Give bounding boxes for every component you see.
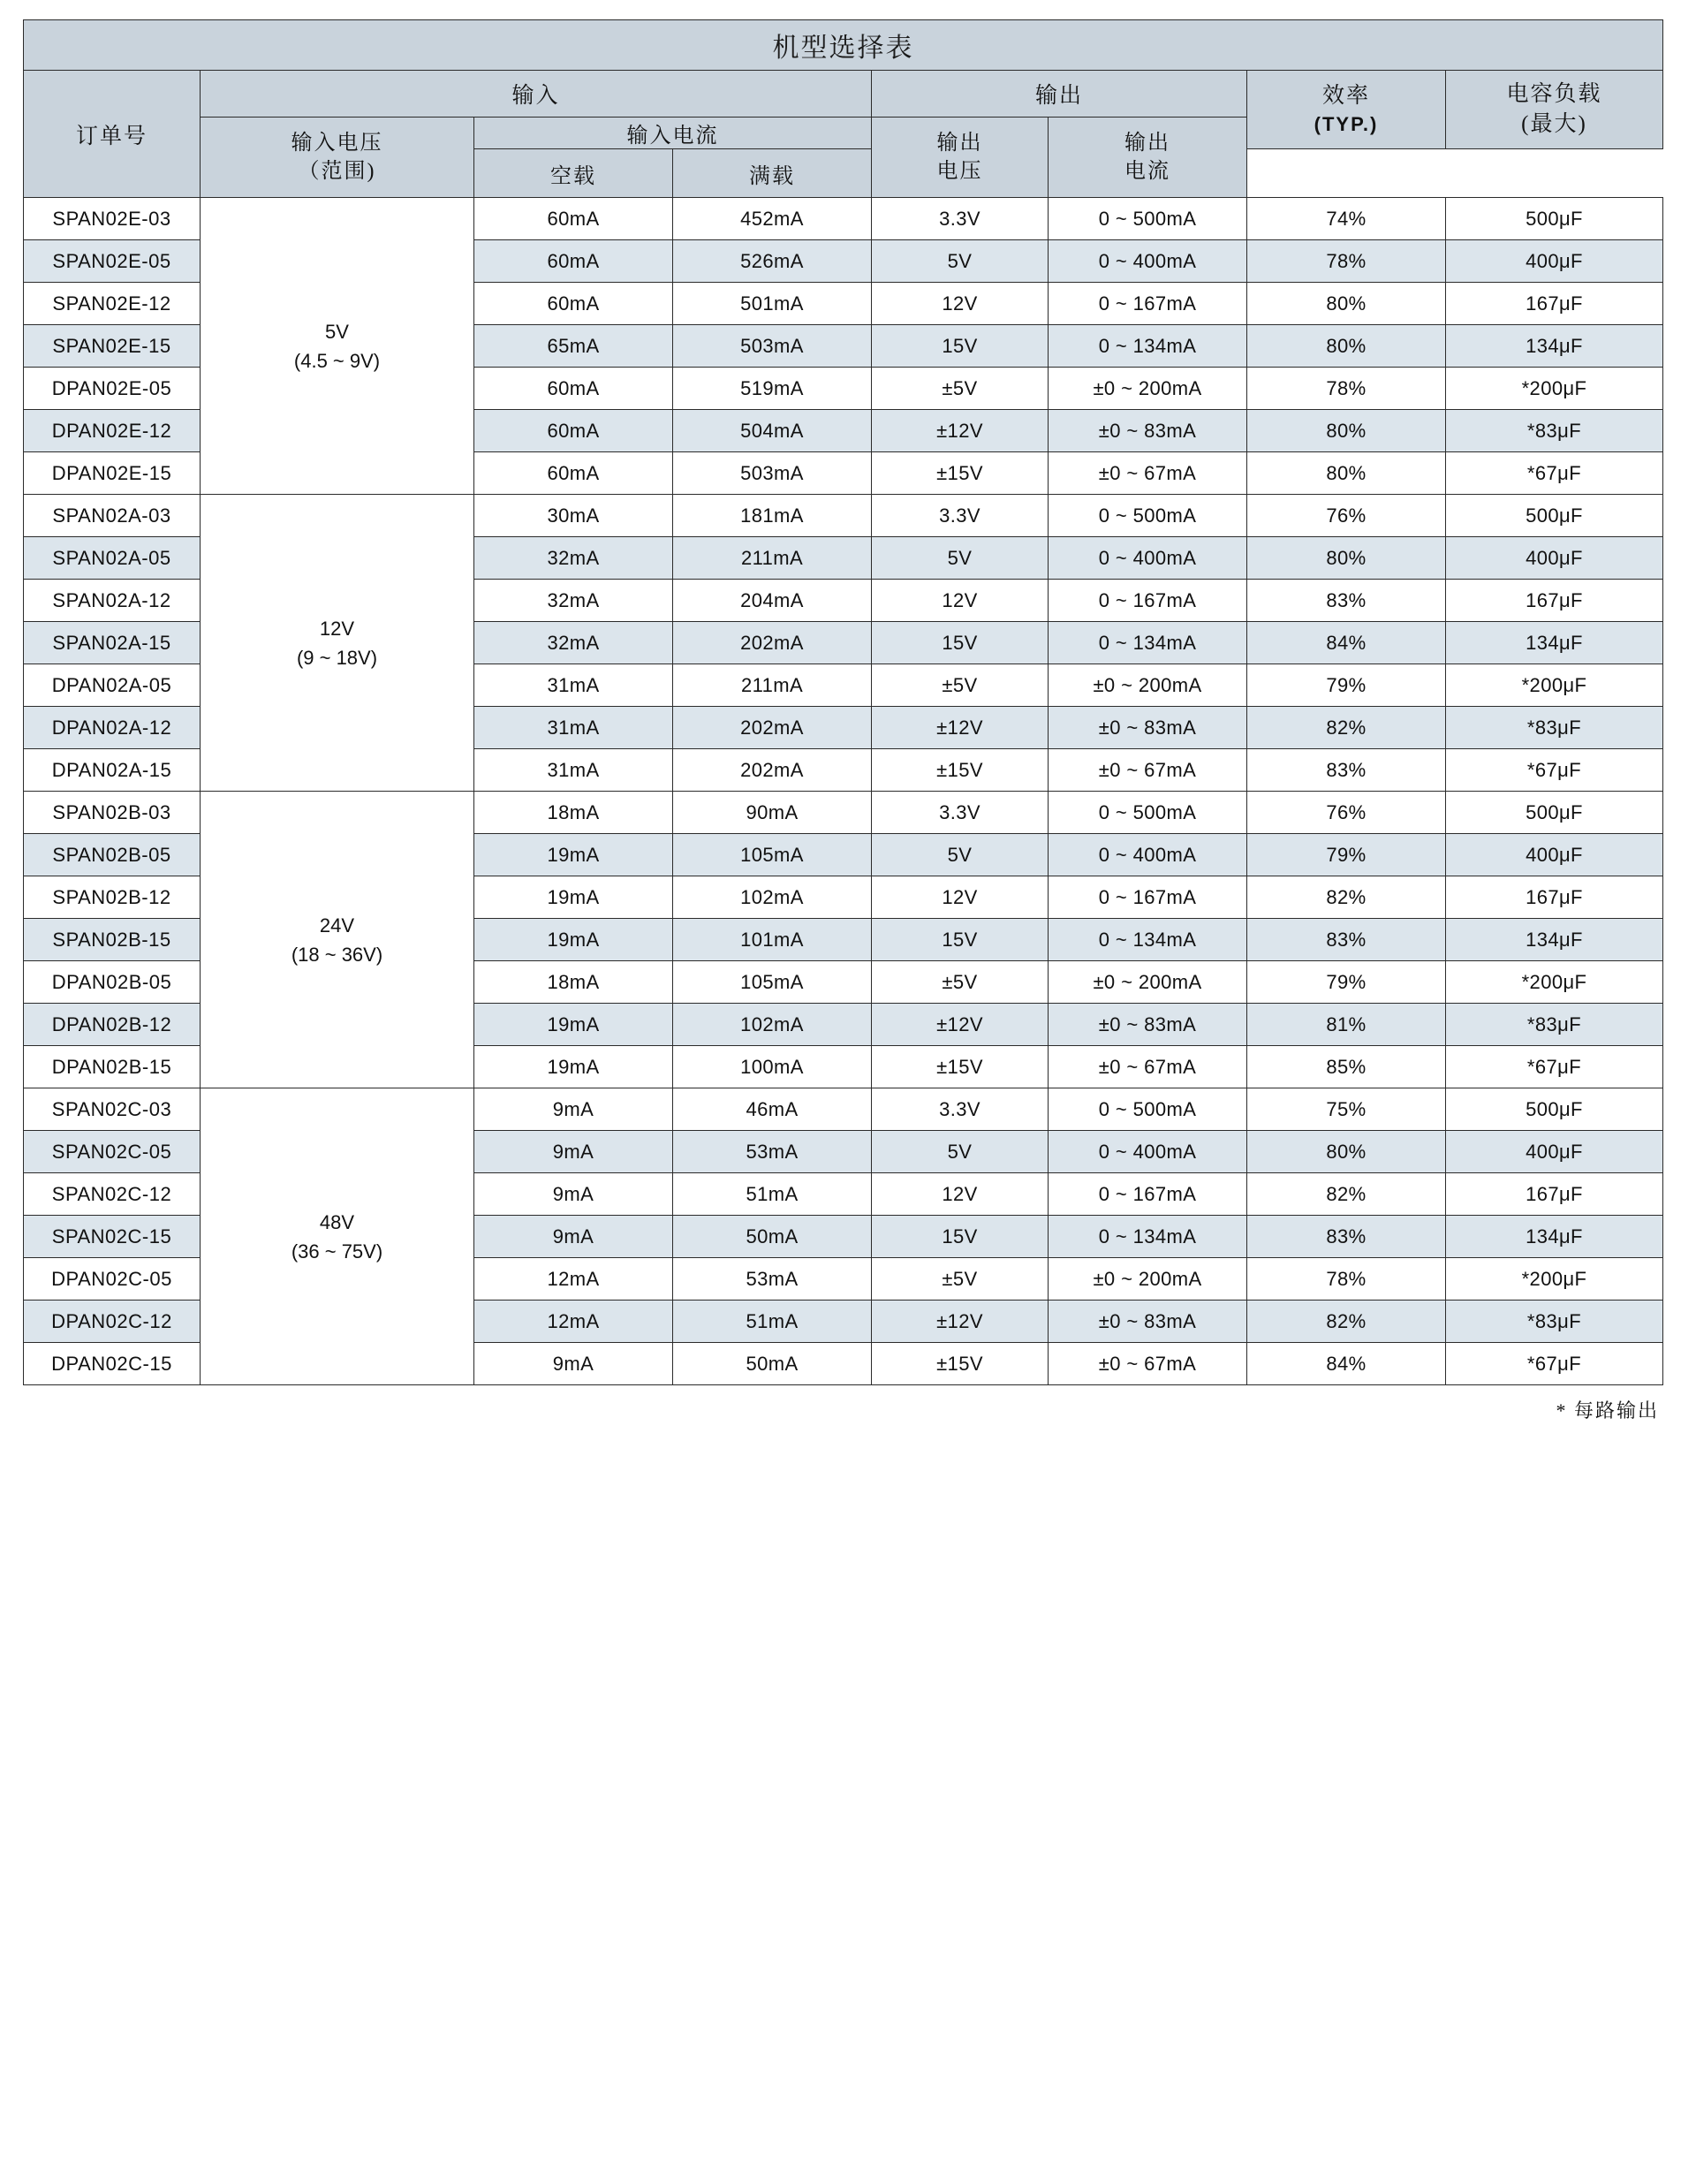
cell-cap-load: *67μF <box>1446 1046 1663 1088</box>
cell-full-load-current: 100mA <box>673 1046 872 1088</box>
cell-no-load-current: 60mA <box>474 240 673 283</box>
cell-input-voltage-nominal: 5V <box>325 320 349 343</box>
cell-output-current: ±0 ~ 200mA <box>1049 368 1247 410</box>
header-efficiency-line2: (TYP.) <box>1314 113 1379 136</box>
cell-order-no: SPAN02A-03 <box>24 495 201 537</box>
header-output-current-line2: 电流 <box>1124 160 1170 183</box>
cell-output-current: ±0 ~ 67mA <box>1049 1343 1247 1385</box>
cell-cap-load: 500μF <box>1446 198 1663 240</box>
cell-input-voltage <box>201 495 474 792</box>
cell-output-current: ±0 ~ 83mA <box>1049 1004 1247 1046</box>
cell-no-load-current: 32mA <box>474 580 673 622</box>
cell-full-load-current: 202mA <box>673 749 872 792</box>
cell-no-load-current: 19mA <box>474 1004 673 1046</box>
page-title: 机型选择表 <box>24 20 1663 71</box>
cell-no-load-current: 9mA <box>474 1216 673 1258</box>
cell-no-load-current: 32mA <box>474 537 673 580</box>
cell-order-no: DPAN02C-15 <box>24 1343 201 1385</box>
header-output-voltage-line1: 输出 <box>936 131 983 155</box>
cell-order-no: SPAN02B-12 <box>24 876 201 919</box>
cell-output-current: 0 ~ 400mA <box>1049 1131 1247 1173</box>
cell-full-load-current: 202mA <box>673 707 872 749</box>
cell-output-current: 0 ~ 134mA <box>1049 1216 1247 1258</box>
cell-efficiency: 80% <box>1247 325 1446 368</box>
cell-cap-load: 134μF <box>1446 1216 1663 1258</box>
cell-cap-load: 134μF <box>1446 919 1663 961</box>
header-output: 输出 <box>872 71 1247 118</box>
cell-input-voltage <box>201 198 474 495</box>
cell-order-no: DPAN02B-05 <box>24 961 201 1004</box>
cell-input-voltage-range: (18 ~ 36V) <box>291 943 383 966</box>
cell-output-current: ±0 ~ 200mA <box>1049 1258 1247 1301</box>
cell-no-load-current: 19mA <box>474 834 673 876</box>
cell-output-current: ±0 ~ 83mA <box>1049 707 1247 749</box>
cell-output-voltage: 5V <box>872 834 1049 876</box>
header-no-load: 空载 <box>474 149 673 198</box>
cell-efficiency: 76% <box>1247 792 1446 834</box>
cell-no-load-current: 12mA <box>474 1258 673 1301</box>
cell-output-current: 0 ~ 167mA <box>1049 876 1247 919</box>
header-output-current <box>1049 118 1247 198</box>
cell-cap-load: 500μF <box>1446 495 1663 537</box>
cell-cap-load: *83μF <box>1446 1301 1663 1343</box>
cell-order-no: DPAN02A-15 <box>24 749 201 792</box>
cell-efficiency: 74% <box>1247 198 1446 240</box>
header-input-current: 输入电流 <box>474 118 872 149</box>
cell-efficiency: 82% <box>1247 876 1446 919</box>
header-cap-load-line1: 电容负载 <box>1506 82 1602 107</box>
header-efficiency-line1: 效率 <box>1321 84 1370 109</box>
cell-input-voltage-nominal: 12V <box>319 617 355 640</box>
cell-order-no: DPAN02E-12 <box>24 410 201 452</box>
cell-efficiency: 80% <box>1247 410 1446 452</box>
cell-order-no: SPAN02B-03 <box>24 792 201 834</box>
cell-full-load-current: 51mA <box>673 1301 872 1343</box>
data-rows <box>24 198 1663 1385</box>
cell-no-load-current: 60mA <box>474 410 673 452</box>
cell-efficiency: 79% <box>1247 961 1446 1004</box>
cell-order-no: SPAN02E-15 <box>24 325 201 368</box>
cell-cap-load: *67μF <box>1446 749 1663 792</box>
cell-cap-load: 167μF <box>1446 283 1663 325</box>
cell-output-current: 0 ~ 134mA <box>1049 919 1247 961</box>
cell-no-load-current: 19mA <box>474 876 673 919</box>
header-cap-load-line2: (最大) <box>1521 112 1587 136</box>
cell-input-voltage-nominal: 48V <box>319 1210 355 1233</box>
cell-no-load-current: 9mA <box>474 1343 673 1385</box>
cell-efficiency: 83% <box>1247 1216 1446 1258</box>
cell-order-no: DPAN02E-15 <box>24 452 201 495</box>
cell-output-voltage: ±12V <box>872 707 1049 749</box>
cell-full-load-current: 211mA <box>673 537 872 580</box>
cell-full-load-current: 102mA <box>673 876 872 919</box>
cell-output-voltage: 5V <box>872 537 1049 580</box>
cell-output-voltage: ±15V <box>872 1046 1049 1088</box>
cell-no-load-current: 19mA <box>474 919 673 961</box>
cell-efficiency: 83% <box>1247 919 1446 961</box>
cell-full-load-current: 503mA <box>673 325 872 368</box>
cell-order-no: SPAN02E-03 <box>24 198 201 240</box>
cell-order-no: DPAN02B-15 <box>24 1046 201 1088</box>
footnote: * 每路输出 <box>1556 1399 1659 1422</box>
cell-full-load-current: 501mA <box>673 283 872 325</box>
cell-order-no: SPAN02A-12 <box>24 580 201 622</box>
cell-full-load-current: 519mA <box>673 368 872 410</box>
cell-order-no: SPAN02B-05 <box>24 834 201 876</box>
header-input-voltage <box>201 118 474 198</box>
cell-no-load-current: 9mA <box>474 1173 673 1216</box>
cell-efficiency: 83% <box>1247 580 1446 622</box>
cell-no-load-current: 19mA <box>474 1046 673 1088</box>
cell-order-no: DPAN02C-05 <box>24 1258 201 1301</box>
cell-output-current: ±0 ~ 83mA <box>1049 1301 1247 1343</box>
cell-efficiency: 83% <box>1247 749 1446 792</box>
cell-full-load-current: 101mA <box>673 919 872 961</box>
header-input-voltage-line1: 输入电压 <box>291 131 383 155</box>
cell-order-no: DPAN02A-05 <box>24 664 201 707</box>
cell-order-no: SPAN02A-05 <box>24 537 201 580</box>
header-input: 输入 <box>201 71 872 118</box>
cell-order-no: DPAN02C-12 <box>24 1301 201 1343</box>
cell-output-current: 0 ~ 500mA <box>1049 1088 1247 1131</box>
table-body <box>24 20 1663 198</box>
header-output-voltage-line2: 电压 <box>936 160 983 183</box>
cell-efficiency: 82% <box>1247 1173 1446 1216</box>
model-selection-table <box>23 19 1663 1385</box>
cell-cap-load: 400μF <box>1446 834 1663 876</box>
cell-input-voltage-range: (4.5 ~ 9V) <box>293 349 381 372</box>
cell-order-no: DPAN02B-12 <box>24 1004 201 1046</box>
cell-full-load-current: 53mA <box>673 1131 872 1173</box>
cell-full-load-current: 51mA <box>673 1173 872 1216</box>
cell-cap-load: *200μF <box>1446 961 1663 1004</box>
cell-order-no: SPAN02E-05 <box>24 240 201 283</box>
cell-output-voltage: ±5V <box>872 664 1049 707</box>
cell-no-load-current: 60mA <box>474 452 673 495</box>
cell-input-voltage-range: (9 ~ 18V) <box>296 646 378 669</box>
cell-output-voltage: ±15V <box>872 749 1049 792</box>
cell-output-current: ±0 ~ 67mA <box>1049 452 1247 495</box>
cell-no-load-current: 9mA <box>474 1088 673 1131</box>
cell-output-current: 0 ~ 134mA <box>1049 325 1247 368</box>
cell-full-load-current: 46mA <box>673 1088 872 1131</box>
cell-no-load-current: 65mA <box>474 325 673 368</box>
cell-cap-load: 167μF <box>1446 1173 1663 1216</box>
cell-output-current: 0 ~ 134mA <box>1049 622 1247 664</box>
cell-full-load-current: 105mA <box>673 961 872 1004</box>
cell-efficiency: 80% <box>1247 452 1446 495</box>
cell-output-voltage: 5V <box>872 1131 1049 1173</box>
header-output-current-line1: 输出 <box>1124 131 1170 155</box>
cell-no-load-current: 31mA <box>474 707 673 749</box>
cell-cap-load: 134μF <box>1446 325 1663 368</box>
cell-order-no: SPAN02A-15 <box>24 622 201 664</box>
cell-cap-load: *200μF <box>1446 664 1663 707</box>
cell-full-load-current: 504mA <box>673 410 872 452</box>
cell-output-current: 0 ~ 500mA <box>1049 198 1247 240</box>
cell-cap-load: *200μF <box>1446 368 1663 410</box>
header-output-voltage <box>872 118 1049 198</box>
cell-cap-load: 500μF <box>1446 1088 1663 1131</box>
cell-cap-load: *67μF <box>1446 452 1663 495</box>
cell-output-voltage: 3.3V <box>872 1088 1049 1131</box>
cell-input-voltage <box>201 792 474 1088</box>
cell-order-no: SPAN02B-15 <box>24 919 201 961</box>
cell-output-current: ±0 ~ 67mA <box>1049 1046 1247 1088</box>
cell-output-voltage: 3.3V <box>872 792 1049 834</box>
cell-efficiency: 82% <box>1247 707 1446 749</box>
cell-output-current: ±0 ~ 83mA <box>1049 410 1247 452</box>
cell-output-voltage: 3.3V <box>872 198 1049 240</box>
cell-cap-load: *67μF <box>1446 1343 1663 1385</box>
cell-cap-load: 500μF <box>1446 792 1663 834</box>
header-order-no: 订单号 <box>24 71 201 198</box>
cell-output-voltage: ±5V <box>872 961 1049 1004</box>
cell-no-load-current: 18mA <box>474 792 673 834</box>
cell-efficiency: 79% <box>1247 834 1446 876</box>
cell-output-current: 0 ~ 167mA <box>1049 1173 1247 1216</box>
cell-no-load-current: 60mA <box>474 198 673 240</box>
title-row <box>24 20 1663 71</box>
cell-output-voltage: 15V <box>872 919 1049 961</box>
table-row[interactable] <box>24 792 1663 834</box>
cell-cap-load: 400μF <box>1446 240 1663 283</box>
cell-full-load-current: 50mA <box>673 1343 872 1385</box>
cell-efficiency: 80% <box>1247 537 1446 580</box>
table-row[interactable] <box>24 198 1663 240</box>
cell-full-load-current: 105mA <box>673 834 872 876</box>
cell-efficiency: 78% <box>1247 368 1446 410</box>
cell-output-current: 0 ~ 400mA <box>1049 834 1247 876</box>
cell-cap-load: *200μF <box>1446 1258 1663 1301</box>
cell-output-current: ±0 ~ 200mA <box>1049 664 1247 707</box>
header-cap-load <box>1446 71 1663 149</box>
cell-full-load-current: 53mA <box>673 1258 872 1301</box>
cell-full-load-current: 204mA <box>673 580 872 622</box>
cell-output-voltage: 15V <box>872 622 1049 664</box>
cell-efficiency: 78% <box>1247 1258 1446 1301</box>
cell-no-load-current: 31mA <box>474 664 673 707</box>
cell-input-voltage-range: (36 ~ 75V) <box>291 1240 383 1263</box>
cell-efficiency: 84% <box>1247 622 1446 664</box>
cell-order-no: DPAN02E-05 <box>24 368 201 410</box>
cell-full-load-current: 526mA <box>673 240 872 283</box>
cell-output-voltage: 3.3V <box>872 495 1049 537</box>
cell-order-no: DPAN02A-12 <box>24 707 201 749</box>
cell-cap-load: *83μF <box>1446 1004 1663 1046</box>
cell-no-load-current: 12mA <box>474 1301 673 1343</box>
cell-output-current: 0 ~ 167mA <box>1049 580 1247 622</box>
cell-efficiency: 82% <box>1247 1301 1446 1343</box>
cell-output-voltage: ±12V <box>872 410 1049 452</box>
cell-output-voltage: ±12V <box>872 1301 1049 1343</box>
cell-output-voltage: ±15V <box>872 1343 1049 1385</box>
cell-output-voltage: ±5V <box>872 368 1049 410</box>
cell-output-current: 0 ~ 400mA <box>1049 240 1247 283</box>
cell-no-load-current: 9mA <box>474 1131 673 1173</box>
cell-cap-load: *83μF <box>1446 707 1663 749</box>
cell-efficiency: 85% <box>1247 1046 1446 1088</box>
cell-output-voltage: ±5V <box>872 1258 1049 1301</box>
cell-no-load-current: 60mA <box>474 283 673 325</box>
cell-full-load-current: 452mA <box>673 198 872 240</box>
cell-cap-load: 400μF <box>1446 1131 1663 1173</box>
cell-no-load-current: 30mA <box>474 495 673 537</box>
cell-cap-load: 400μF <box>1446 537 1663 580</box>
cell-output-voltage: 12V <box>872 283 1049 325</box>
cell-output-voltage: 5V <box>872 240 1049 283</box>
cell-full-load-current: 90mA <box>673 792 872 834</box>
cell-order-no: SPAN02C-15 <box>24 1216 201 1258</box>
cell-cap-load: 134μF <box>1446 622 1663 664</box>
cell-efficiency: 80% <box>1247 1131 1446 1173</box>
cell-output-current: ±0 ~ 67mA <box>1049 749 1247 792</box>
cell-order-no: SPAN02C-12 <box>24 1173 201 1216</box>
cell-output-voltage: 12V <box>872 876 1049 919</box>
cell-output-voltage: ±12V <box>872 1004 1049 1046</box>
cell-efficiency: 76% <box>1247 495 1446 537</box>
cell-output-voltage: 12V <box>872 1173 1049 1216</box>
cell-no-load-current: 31mA <box>474 749 673 792</box>
cell-full-load-current: 181mA <box>673 495 872 537</box>
cell-output-voltage: 12V <box>872 580 1049 622</box>
header-input-voltage-line2: （范围) <box>298 160 376 183</box>
cell-output-voltage: ±15V <box>872 452 1049 495</box>
cell-output-current: 0 ~ 167mA <box>1049 283 1247 325</box>
cell-output-voltage: 15V <box>872 1216 1049 1258</box>
cell-cap-load: 167μF <box>1446 580 1663 622</box>
cell-no-load-current: 60mA <box>474 368 673 410</box>
cell-efficiency: 78% <box>1247 240 1446 283</box>
header-full-load: 满载 <box>673 149 872 198</box>
table-row[interactable] <box>24 495 1663 537</box>
header-efficiency <box>1247 71 1446 149</box>
cell-order-no: SPAN02C-05 <box>24 1131 201 1173</box>
cell-input-voltage-nominal: 24V <box>319 914 355 937</box>
cell-order-no: SPAN02E-12 <box>24 283 201 325</box>
cell-full-load-current: 202mA <box>673 622 872 664</box>
cell-efficiency: 79% <box>1247 664 1446 707</box>
cell-input-voltage <box>201 1088 474 1385</box>
cell-full-load-current: 102mA <box>673 1004 872 1046</box>
cell-output-voltage: 15V <box>872 325 1049 368</box>
cell-efficiency: 84% <box>1247 1343 1446 1385</box>
cell-output-current: 0 ~ 500mA <box>1049 495 1247 537</box>
cell-output-current: 0 ~ 400mA <box>1049 537 1247 580</box>
cell-efficiency: 80% <box>1247 283 1446 325</box>
cell-no-load-current: 18mA <box>474 961 673 1004</box>
cell-cap-load: 167μF <box>1446 876 1663 919</box>
cell-cap-load: *83μF <box>1446 410 1663 452</box>
cell-output-current: 0 ~ 500mA <box>1049 792 1247 834</box>
header-row-1 <box>24 71 1663 118</box>
cell-output-current: ±0 ~ 200mA <box>1049 961 1247 1004</box>
cell-efficiency: 75% <box>1247 1088 1446 1131</box>
cell-full-load-current: 211mA <box>673 664 872 707</box>
cell-efficiency: 81% <box>1247 1004 1446 1046</box>
table-row[interactable] <box>24 1088 1663 1131</box>
cell-order-no: SPAN02C-03 <box>24 1088 201 1131</box>
cell-no-load-current: 32mA <box>474 622 673 664</box>
cell-full-load-current: 503mA <box>673 452 872 495</box>
cell-full-load-current: 50mA <box>673 1216 872 1258</box>
